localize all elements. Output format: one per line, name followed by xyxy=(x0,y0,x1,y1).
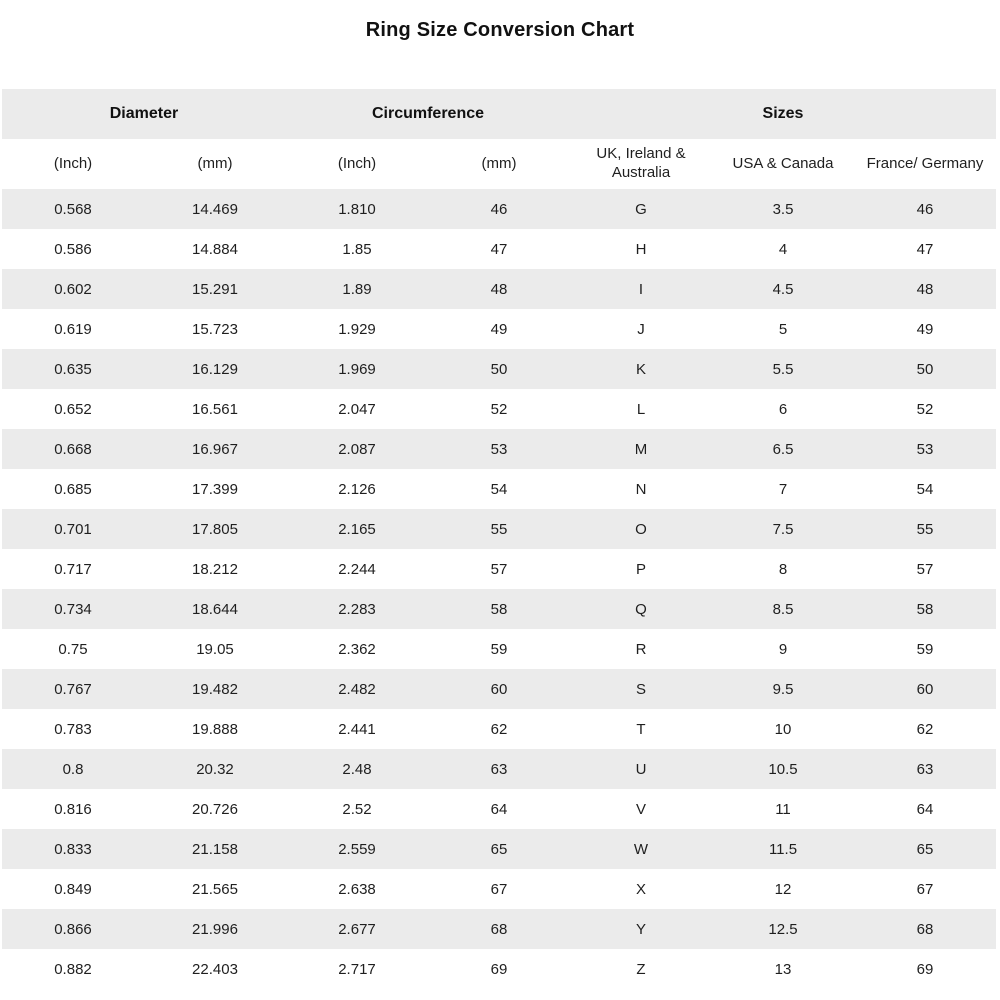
table-row xyxy=(2,949,996,989)
table-row xyxy=(2,909,996,949)
table-cell: 2.441 xyxy=(338,720,376,738)
table-cell: 69 xyxy=(490,960,508,978)
table-cell: 64 xyxy=(916,800,934,818)
table-cell: 2.717 xyxy=(338,960,376,978)
table-cell: 63 xyxy=(428,749,570,789)
table-cell: 4.5 xyxy=(712,269,854,309)
table-cell: 0.602 xyxy=(2,269,144,309)
table-cell: 2.165 xyxy=(286,509,428,549)
table-cell: 2.244 xyxy=(338,560,376,578)
table-cell: 57 xyxy=(916,560,934,578)
group-header-row xyxy=(2,89,996,139)
table-cell: 0.717 xyxy=(54,560,92,578)
table-cell: G xyxy=(570,189,712,229)
table-cell: 14.469 xyxy=(144,189,286,229)
table-cell: Y xyxy=(570,909,712,949)
table-cell: 6.5 xyxy=(712,429,854,469)
column-header-circumference-mm: (mm) xyxy=(428,139,570,189)
table-cell: 11.5 xyxy=(712,829,854,869)
table-cell: 1.929 xyxy=(338,320,376,338)
table-cell: 15.291 xyxy=(144,269,286,309)
table-cell: 0.652 xyxy=(54,400,92,418)
table-cell: J xyxy=(637,320,645,338)
table-cell: 0.866 xyxy=(2,909,144,949)
table-cell: 19.888 xyxy=(192,720,238,738)
table-cell: 49 xyxy=(490,320,508,338)
column-header-france-germany: France/ Germany xyxy=(854,139,996,189)
table-cell: M xyxy=(570,429,712,469)
group-header-circumference: Circumference xyxy=(286,89,570,139)
table-cell: 68 xyxy=(428,909,570,949)
group-header-sizes: Sizes xyxy=(570,89,996,139)
table-cell: 63 xyxy=(854,749,996,789)
table-cell: 55 xyxy=(428,509,570,549)
table-cell: 21.996 xyxy=(144,909,286,949)
table-cell: 0.816 xyxy=(54,800,92,818)
table-cell: 15.723 xyxy=(192,320,238,338)
table-row xyxy=(2,749,996,789)
table-cell: 54 xyxy=(490,480,508,498)
table-cell: 4 xyxy=(778,240,788,258)
table-cell: 2.677 xyxy=(286,909,428,949)
table-cell: 68 xyxy=(854,909,996,949)
table-cell: 0.849 xyxy=(54,880,92,898)
table-cell: 7.5 xyxy=(712,509,854,549)
table-cell: 11 xyxy=(775,800,791,818)
table-cell: 2.362 xyxy=(338,640,376,658)
table-cell: 18.212 xyxy=(192,560,238,578)
table-cell: Q xyxy=(570,589,712,629)
table-cell: 2.48 xyxy=(286,749,428,789)
table-cell: 47 xyxy=(916,240,934,258)
table-cell: 0.833 xyxy=(2,829,144,869)
table-row xyxy=(2,429,996,469)
table-cell: 2.482 xyxy=(286,669,428,709)
column-header-row xyxy=(2,139,996,189)
table-cell: 47 xyxy=(490,240,508,258)
table-cell: 46 xyxy=(854,189,996,229)
table-cell: 19.05 xyxy=(196,640,234,658)
table-row xyxy=(2,669,996,709)
table-cell: 55 xyxy=(854,509,996,549)
table-cell: V xyxy=(635,800,646,818)
table-cell: H xyxy=(635,240,647,258)
table-row xyxy=(2,829,996,869)
table-cell: 0.701 xyxy=(2,509,144,549)
table-cell: O xyxy=(570,509,712,549)
table-cell: S xyxy=(570,669,712,709)
table-row xyxy=(2,469,996,509)
table-cell: 2.52 xyxy=(342,800,372,818)
table-cell: 8 xyxy=(778,560,788,578)
table-row xyxy=(2,869,996,909)
table-row xyxy=(2,509,996,549)
table-cell: 0.586 xyxy=(54,240,92,258)
table-cell: 21.158 xyxy=(144,829,286,869)
table-row xyxy=(2,349,996,389)
group-header-diameter: Diameter xyxy=(2,89,286,139)
column-header-diameter-inch: (Inch) xyxy=(2,139,144,189)
table-cell: 62 xyxy=(916,720,934,738)
column-header-usa-canada: USA & Canada xyxy=(712,139,854,189)
table-cell: 57 xyxy=(490,560,508,578)
table-cell: 67 xyxy=(490,880,508,898)
table-cell: 49 xyxy=(916,320,934,338)
table-cell: 22.403 xyxy=(192,960,238,978)
table-cell: Z xyxy=(636,960,646,978)
table-cell: 0.882 xyxy=(54,960,92,978)
table-cell: 9 xyxy=(778,640,788,658)
table-cell: 58 xyxy=(428,589,570,629)
table-cell: 65 xyxy=(854,829,996,869)
table-cell: 16.561 xyxy=(192,400,238,418)
column-header-diameter-mm: (mm) xyxy=(144,139,286,189)
table-cell: 18.644 xyxy=(144,589,286,629)
table-cell: 5.5 xyxy=(712,349,854,389)
table-cell: 12 xyxy=(774,880,792,898)
table-cell: 0.635 xyxy=(2,349,144,389)
table-cell: 6 xyxy=(778,400,788,418)
table-cell: 13 xyxy=(774,960,792,978)
table-cell: 0.685 xyxy=(54,480,92,498)
table-cell: 46 xyxy=(428,189,570,229)
table-cell: W xyxy=(570,829,712,869)
table-cell: 1.85 xyxy=(342,240,372,258)
table-cell: 69 xyxy=(916,960,934,978)
table-cell: 17.399 xyxy=(192,480,238,498)
table-cell: 2.283 xyxy=(286,589,428,629)
table-cell: 12.5 xyxy=(712,909,854,949)
table-cell: 19.482 xyxy=(144,669,286,709)
table-row xyxy=(2,189,996,229)
table-row xyxy=(2,309,996,349)
table-cell: 59 xyxy=(490,640,508,658)
table-cell: X xyxy=(635,880,646,898)
table-cell: 9.5 xyxy=(712,669,854,709)
table-cell: 0.767 xyxy=(2,669,144,709)
table-cell: 64 xyxy=(490,800,508,818)
table-cell: 1.89 xyxy=(286,269,428,309)
table-cell: 62 xyxy=(490,720,508,738)
table-cell: P xyxy=(635,560,646,578)
table-cell: 59 xyxy=(916,640,934,658)
column-header-uk-ireland-australia: UK, Ireland & Australia xyxy=(570,139,712,189)
table-cell: K xyxy=(570,349,712,389)
table-cell: 0.619 xyxy=(54,320,92,338)
table-row xyxy=(2,229,996,269)
table-cell: 2.047 xyxy=(338,400,376,418)
table-header xyxy=(2,89,996,189)
table-cell: 48 xyxy=(428,269,570,309)
table-cell: 58 xyxy=(854,589,996,629)
table-cell: 60 xyxy=(854,669,996,709)
table-cell: 5 xyxy=(778,320,788,338)
table-cell: 21.565 xyxy=(192,880,238,898)
table-row xyxy=(2,589,996,629)
table-cell: 52 xyxy=(916,400,934,418)
table-cell: 3.5 xyxy=(712,189,854,229)
table-cell: 0.668 xyxy=(2,429,144,469)
table-cell: 53 xyxy=(428,429,570,469)
table-cell: 20.726 xyxy=(192,800,238,818)
table-cell: 14.884 xyxy=(192,240,238,258)
ring-size-table-body xyxy=(2,189,996,989)
table-cell: I xyxy=(570,269,712,309)
table-cell: 50 xyxy=(854,349,996,389)
table-cell: 54 xyxy=(916,480,934,498)
table-row xyxy=(2,549,996,589)
table-cell: 16.129 xyxy=(144,349,286,389)
column-header-circumference-inch: (Inch) xyxy=(286,139,428,189)
table-cell: 2.559 xyxy=(286,829,428,869)
table-row xyxy=(2,789,996,829)
table-cell: 65 xyxy=(428,829,570,869)
table-cell: 2.087 xyxy=(286,429,428,469)
table-cell: 52 xyxy=(490,400,508,418)
table-cell: 20.32 xyxy=(144,749,286,789)
table-row xyxy=(2,269,996,309)
table-cell: 10 xyxy=(774,720,792,738)
table-cell: T xyxy=(636,720,646,738)
table-cell: 0.734 xyxy=(2,589,144,629)
table-cell: 60 xyxy=(428,669,570,709)
table-cell: 2.126 xyxy=(338,480,376,498)
table-cell: 17.805 xyxy=(144,509,286,549)
table-cell: 10.5 xyxy=(712,749,854,789)
table-row xyxy=(2,709,996,749)
table-cell: 1.810 xyxy=(286,189,428,229)
table-cell: 8.5 xyxy=(712,589,854,629)
ring-size-table xyxy=(2,89,996,989)
table-cell: R xyxy=(635,640,647,658)
table-cell: 53 xyxy=(854,429,996,469)
table-cell: 1.969 xyxy=(286,349,428,389)
table-cell: N xyxy=(635,480,647,498)
table-cell: 16.967 xyxy=(144,429,286,469)
table-cell: 0.783 xyxy=(54,720,92,738)
table-row xyxy=(2,629,996,669)
page-title: Ring Size Conversion Chart xyxy=(365,19,635,41)
table-cell: 48 xyxy=(854,269,996,309)
table-cell: 2.638 xyxy=(338,880,376,898)
table-cell: 0.75 xyxy=(58,640,88,658)
table-cell: 67 xyxy=(916,880,934,898)
table-cell: U xyxy=(570,749,712,789)
table-cell: 0.8 xyxy=(2,749,144,789)
table-row xyxy=(2,389,996,429)
table-cell: L xyxy=(636,400,646,418)
table-cell: 50 xyxy=(428,349,570,389)
table-cell: 7 xyxy=(778,480,788,498)
table-cell: 0.568 xyxy=(2,189,144,229)
